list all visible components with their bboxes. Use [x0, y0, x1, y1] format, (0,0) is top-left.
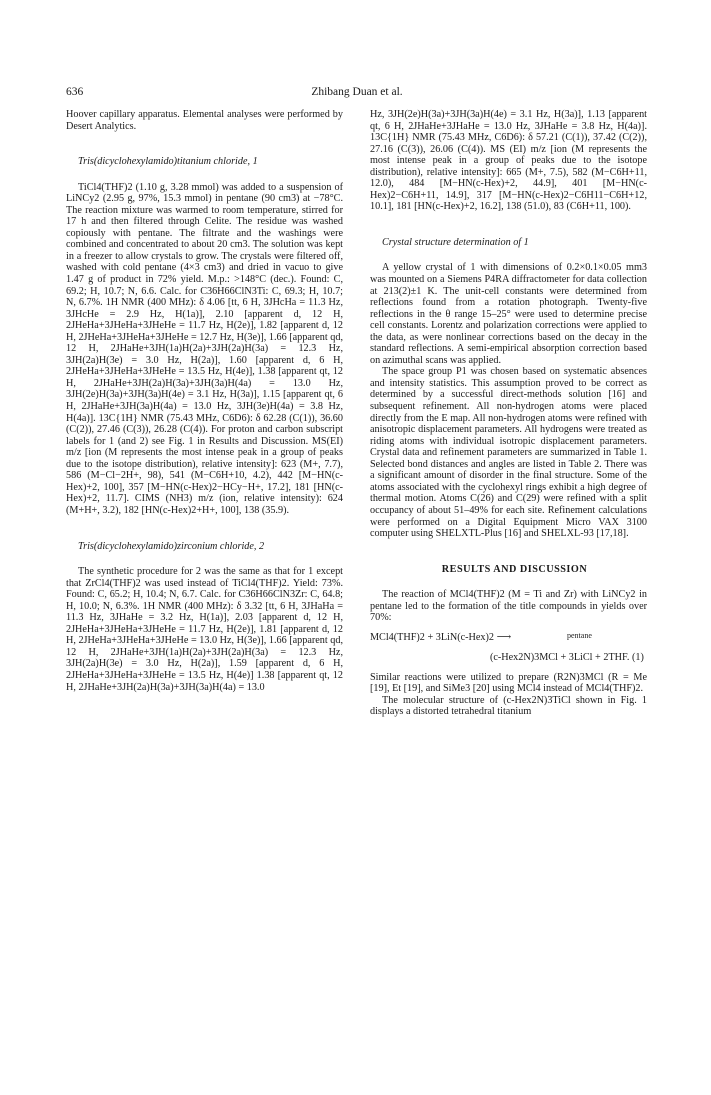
- reaction-arrow-icon: ⟶: [496, 631, 512, 643]
- equation-reactants: MCl4(THF)2 + 3LiN(c-Hex)2 ⟶: [370, 631, 512, 643]
- heading-compound-1: Tris(dicyclohexylamido)titanium chloride, 1: [78, 156, 258, 168]
- left-column: [66, 109, 343, 693]
- synthesis-paragraph-2: The synthetic procedure for 2 was the same as that for 1 except that ZrCl4(THF)2 was used instead of TiCl4(THF)2. Yield: 73%. Found: C, 65.2; H, 10.4; N, 6.7. Calc. for C36H66ClN3Zr: C, 64.8; H, 10.0; N, 6.3%. 1H NMR (400 MHz): δ 3.32 [tt, 6 H, 3JHaHa = 11.3 Hz, 3JHaHe = 3.2 Hz, H(1a)], 2.03 [apparent d, 12 H, 2JHeHa+3JHeHa+3JHeHe = 11.7 Hz, H(2e)], 1.81 [apparent d, 12 H, 2JHeHa+3JHeHa+3JHeHe = 13.0 Hz, H(3e)], 1.66 [apparent qd, 12 H, 2JHaHe+3JH(1a)H(2a)+3JH(2a)H(3a) = 12.3 Hz, 3JH(2a)H(3e) = 3.0 Hz, H(2a)], 1.59 [apparent d, 6 H, 2JHeHa+3JHeHa+3JHeHe = 13.5 Hz, H(4e)] 1.38 [apparent qt, 12 H, 2JHaHe+3JH(2a)H(3a)+3JH(3a)H(4a) = 13.0: [66, 566, 343, 693]
- heading-compound-2: Tris(dicyclohexylamido)zirconium chloride, 2: [78, 540, 265, 552]
- page-number: 636: [66, 86, 84, 98]
- crystal-paragraph-1: A yellow crystal of 1 with dimensions of 0.2×0.1×0.05 mm3 was mounted on a Siemens P4RA diffractometer for data collection at 213(2)±1 K. The unit-cell constants were determined from reflections found from a rotation photograph. Twenty-five reflections in the θ range 15–25° were used to determine precise cell constants. Lorentz and polarization corrections were applied to the data, as were nonlinear corrections based on the decay in the standard reflections. A semi-empirical absorption correction based on azimuthal scans was applied.: [370, 262, 647, 366]
- equation-products: (c-Hex2N)3MCl + 3LiCl + 2THF. (1): [490, 651, 644, 663]
- section-heading-results: RESULTS AND DISCUSSION: [441, 563, 588, 575]
- results-paragraph-3: The molecular structure of (c-Hex2N)3TiCl shown in Fig. 1 displays a distorted tetrahedral titanium: [370, 694, 647, 718]
- right-column: [370, 109, 647, 718]
- running-title: Zhibang Duan et al.: [311, 86, 403, 98]
- results-paragraph-2: Similar reactions were utilized to prepare (R2N)3MCl (R = Me [19], Et [19], and SiMe3 [20] using MCl4 instead of MCl4(THF)2.: [370, 671, 647, 695]
- equation-1: [370, 630, 647, 668]
- synthesis-paragraph-1: TiCl4(THF)2 (1.10 g, 3.28 mmol) was added to a suspension of LiNCy2 (2.95 g, 97%, 15.3 mmol) in pentane (90 cm3) at −78°C. The reaction mixture was warmed to room temperature, stirred for 17 h and then filtered through Celite. The residue was washed copiously with pentane. The filtrate and the washings were combined and concentrated to about 20 cm3. The solution was kept in a freezer to allow crystals to grow. The crystals were filtered off, washed with cold pentane (4×3 cm3) and dried in vacuo to give 1.47 g of product in 72% yield. M.p.: >148°C (dec.). Found: C, 69.2; H, 10.7; N, 6.6. Calc. for C36H66ClN3Ti: C, 69.3; H, 10.7; N, 6.7%. 1H NMR (400 MHz): δ 4.06 [tt, 6 H, 3JHcHa = 11.3 Hz, 3JHcHe = 2.9 Hz, H(1a)], 2.10 [apparent d, 12 H, 2JHeHa+3JHeHa+3JHeHe = 11.7 Hz, H(2e)], 1.82 [apparent d, 12 H, 2JHeHa+3JHeHa+3JHeHe = 12.7 Hz, H(3e)], 1.66 [apparent qd, 12 H, 2JHaHe+3JH(1a)H(2a)+3JH(2a)H(3a) = 12.3 Hz, 3JH(2a)H(3e) = 3.0 Hz, H(2a)], 1.60 [apparent d, 6 H, 2JHeHa+3JHeHa+3JHeHe = 13.5 Hz, H(4e)], 1.38 [apparent qt, 12 H, 2JHaHe+3JH(2a)H(3a)+3JH(3a)H(4a) = 13.0 Hz, 3JH(2e)H(3a)+3JH(3a)H(4e) = 3.1 Hz, H(3a)], 1.15 [apparent qt, 6 H, 2JHaHe+3JH(3a)H(4a) = 13.0 Hz, 3JH(3e)H(4a) = 3.8 Hz, H(4a)]. 13C{1H} NMR (75.43 MHz, C6D6): δ 62.28 (C(1)), 36.60 (C(2)), 27.46 (C(3)), 26.28 (C(4)). For proton and carbon subscript labels for 1 (and 2) see Fig. 1 in Results and Discussion. MS(EI) m/z [ion (M represents the most intense peak in a group of peaks due to the isotope distribution), relative intensity]: 623 (M+, 7.7), 586 (M−Cl−2H+, 98), 541 (M−C6H+10, 4.2), 442 [M−HN(c-Hex)+2, 100], 357 [M−HN(c-Hex)2−HCy−H+, 17.2], 181 [HN(c-Hex)+2, 11.7]. CIMS (NH3) m/z (ion, relative intensity): 624 (M+H+, 3.2), 182 [HN(c-Hex)2+H+, 100], 138 (35.9).: [66, 181, 343, 516]
- heading-crystal-structure: Crystal structure determination of 1: [382, 236, 529, 248]
- arrow-label: pentane: [567, 630, 592, 640]
- page-header: [66, 86, 648, 102]
- crystal-paragraph-2: The space group P1 was chosen based on systematic absences and intensity statistics. This assumption proved to be correct as determined by a successful direct-methods solution [16] and subsequent refinement. All non-hydrogen atoms were placed directly from the E map. All non-hydrogen atoms were refined with anisotropic displacement parameters. All hydrogens were treated as riding atoms with individual isotropic displacement parameters. Crystal data and refinement parameters are summarized in Table 1. Selected bond distances and angles are listed in Table 2. There was a significant amount of disorder in the final structure. Some of the atoms associated with the cyclohexyl rings exhibit a high degree of thermal motion. Atoms C(26) and C(29) were refined with a split occupancy of about 51–49% for each site. Refinement calculations were performed on a Digital Equipment Micro VAX 3100 computer using SHELXTL-Plus [16] and SHELXL-93 [17,18].: [370, 366, 647, 540]
- intro-paragraph: Hoover capillary apparatus. Elemental analyses were performed by Desert Analytics.: [66, 109, 343, 132]
- results-paragraph-1: The reaction of MCl4(THF)2 (M = Ti and Zr) with LiNCy2 in pentane led to the formation of the title compounds in yields over 70%:: [370, 589, 647, 624]
- continued-paragraph: Hz, 3JH(2e)H(3a)+3JH(3a)H(4e) = 3.1 Hz, H(3a)], 1.13 [apparent qt, 6 H, 2JHaHe+3JHaHe = 13.0 Hz, 3JHaHe = 3.8 Hz, H(4a)]. 13C{1H} NMR (75.43 MHz, C6D6): δ 57.21 (C(1)), 37.42 (C(2)), 27.16 (C(3)), 26.06 (C(4)). MS (EI) m/z [ion (M represents the most intense peak in a group of peaks due to the isotope distribution), relative intensity]: 665 (M+, 7.5), 582 (M−C6H+11, 12.0), 484 [M−HN(c-Hex)+2, 44.9], 401 [M−HN(c-Hex)2−C6H+11, 14.9], 317 [M−HN(c-Hex)2−C6H11−C6H+12, 10.1], 181 [HN(c-Hex)+2, 16.2], 138 (51.0), 83 (C6H+11, 100).: [370, 109, 647, 213]
